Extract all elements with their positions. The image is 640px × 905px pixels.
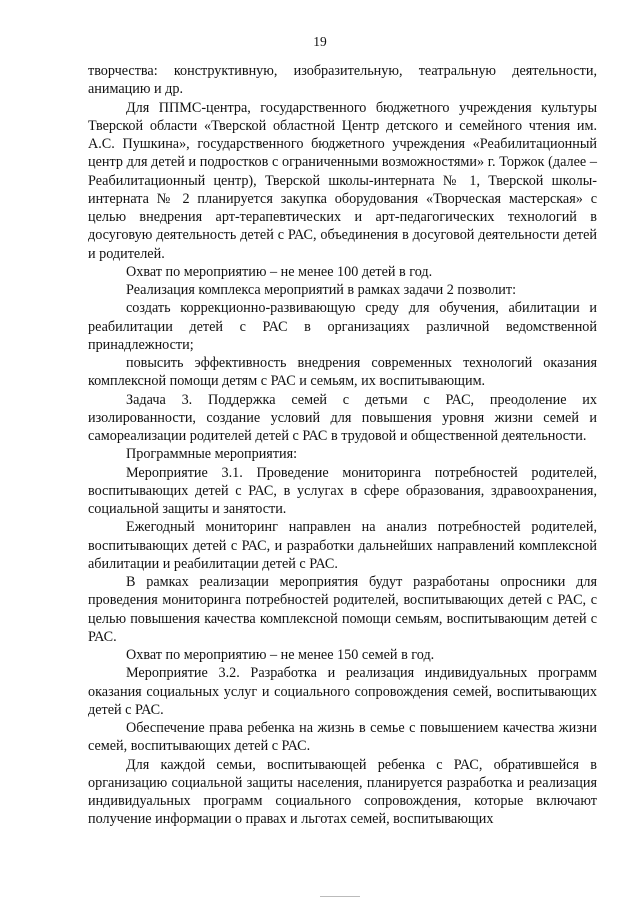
paragraph-equipment-purchase: Для ППМС-центра, государственного бюджетного учреждения культуры Тверской области «Тверской областной Центр детского и семейного чтения им. А.С. Пушкина», государственного бюджетного учреждения «Реабилитационный центр для детей и подростков с ограниченными возможностями» г. Торжок (далее – Реабилитационный центр), Тверской школы-интерната № 1, Тверской школы-интерната № 2 планируется закупка оборудования «Творческая мастерская» с целью внедрения арт-терапевтических и арт-педагогических технологий в досуговую деятельность детей с РАС, объединения в досуговой деятельности детей и родителей. (88, 99, 597, 262)
footer-divider (320, 896, 360, 897)
paragraph-child-rights: Обеспечение права ребенка на жизнь в семье с повышением качества жизни семей, воспитывающих детей с РАС. (88, 720, 597, 755)
paragraph-coverage-150-families: Охват по мероприятию – не менее 150 семей в год. (126, 647, 435, 663)
paragraph-continuation: творчества: конструктивную, изобразительную, театральную деятельности, анимацию и др. (88, 63, 597, 98)
paragraph-individual-programs: Для каждой семьи, воспитывающей ребенка с РАС, обратившейся в организацию социальной защиты населения, планируется разработка и реализация индивидуальных программ социального сопровождения, которые включают получение информации о правах и льготах семей, воспитывающих (88, 756, 597, 828)
paragraph-coverage-100-children: Охват по мероприятию – не менее 100 детей в год. (126, 263, 433, 280)
paragraph-task2-results-intro: Реализация комплекса мероприятий в рамках задачи 2 позволит: (126, 282, 517, 298)
paragraph-program-activities: Программные мероприятия: (126, 446, 298, 463)
paragraph-activity-3-1: Мероприятие 3.1. Проведение мониторинга потребностей родителей, воспитывающих детей с РАС, в услугах в сфере образования, здравоохранения, социальной защиты и занятости. (88, 464, 597, 517)
paragraph-activity-3-2: Мероприятие 3.2. Разработка и реализация индивидуальных программ оказания социальных услуг и социального сопровождения семей, воспитывающих детей с РАС. (88, 665, 597, 718)
paragraph-questionnaires: В рамках реализации мероприятия будут разработаны опросники для проведения мониторинга потребностей родителей, воспитывающих детей с РАС, с целью повышения качества комплексной помощи семьям, воспитывающим детей с РАС. (88, 574, 597, 645)
paragraph-task2-result-environment: создать коррекционно-развивающую среду для обучения, абилитации и реабилитации детей с РАС в организациях различной ведомственной принадлежности; (88, 300, 597, 353)
paragraph-task3-heading: Задача 3. Поддержка семей с детьми с РАС, преодоление их изолированности, создание условий для повышения уровня жизни семей и самореализации родителей детей с РАС в трудовой и общественной деятельности. (88, 391, 597, 444)
page-number: 19 (313, 34, 327, 49)
document-body (88, 62, 597, 829)
paragraph-annual-monitoring: Ежегодный мониторинг направлен на анализ потребностей родителей, воспитывающих детей с РАС, и разработки дальнейших направлений комплексной абилитации и реабилитации детей с РАС. (88, 519, 597, 572)
paragraph-task2-result-efficiency: повысить эффективность внедрения современных технологий оказания комплексной помощи детям с РАС и семьям, их воспитывающим. (88, 355, 597, 390)
